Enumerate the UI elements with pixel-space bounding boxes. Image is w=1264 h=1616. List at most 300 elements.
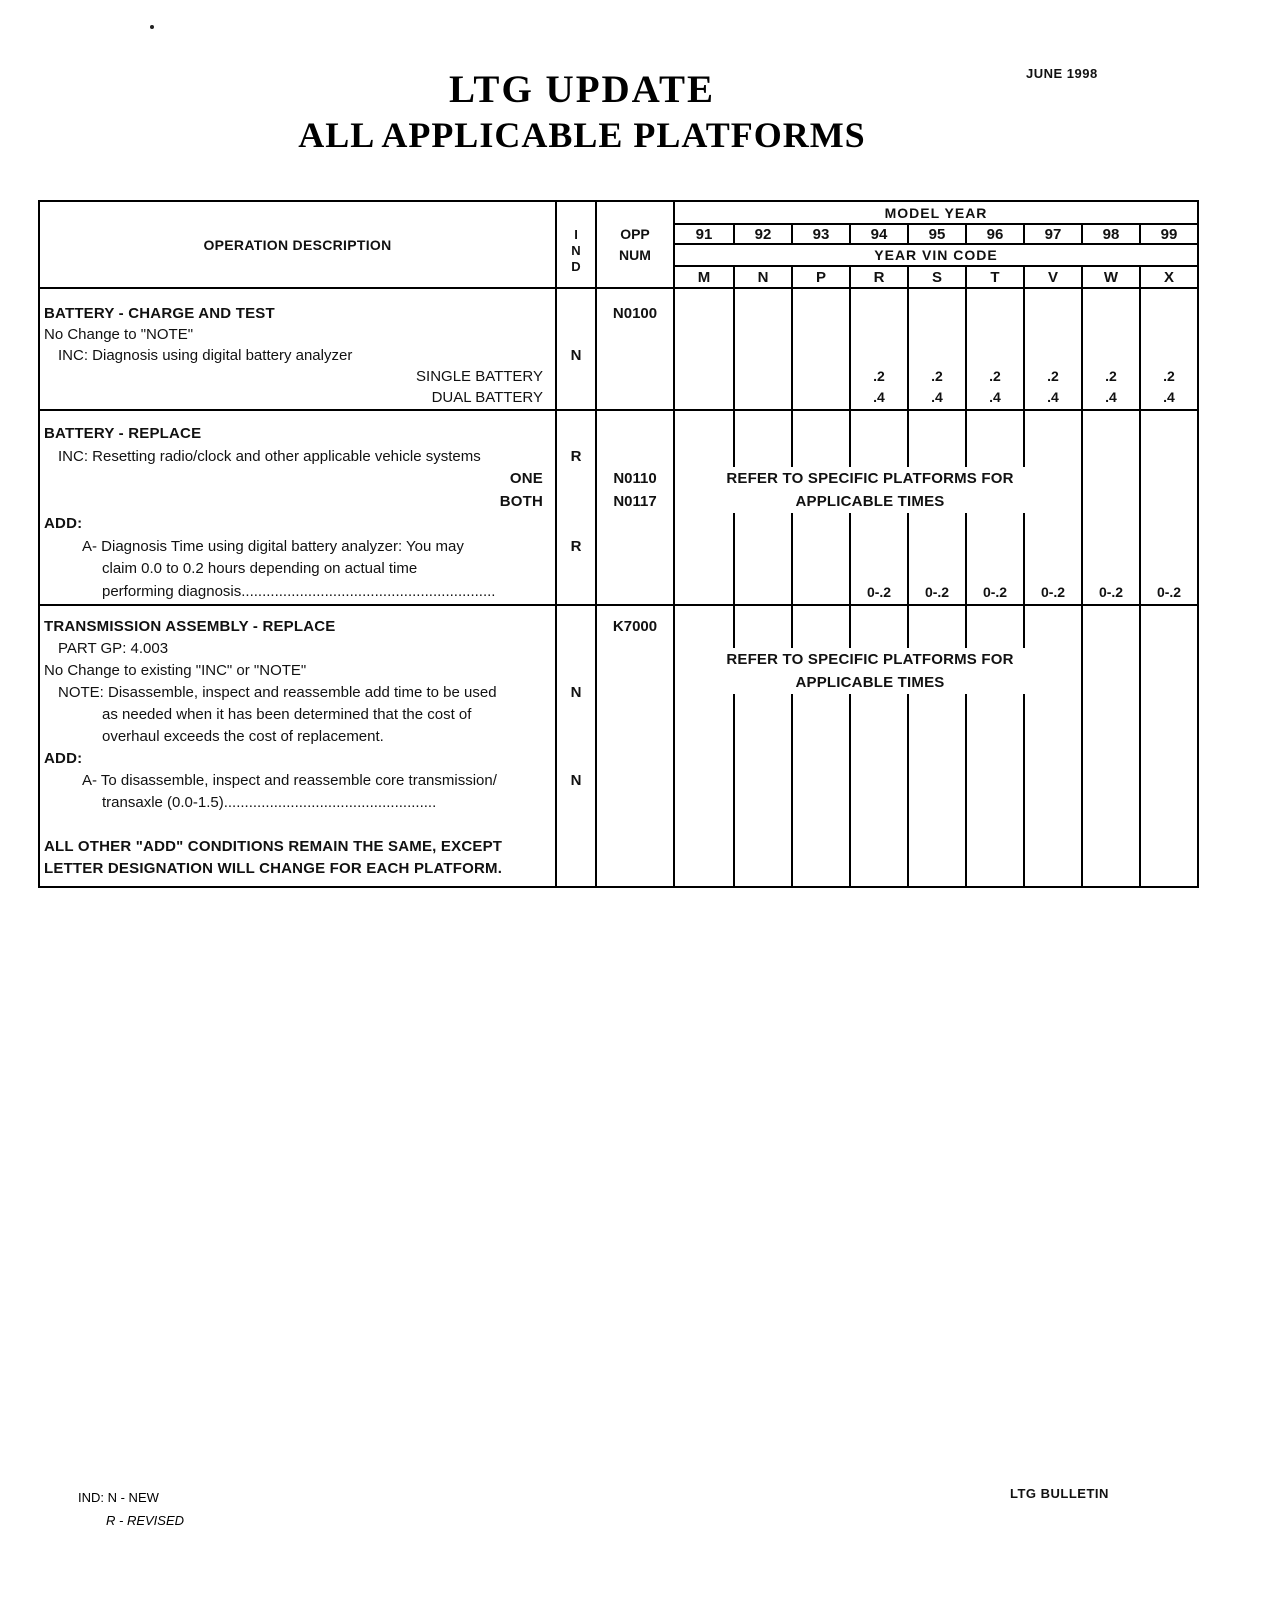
scan-artifact-dot — [150, 25, 154, 29]
time-value — [967, 513, 1023, 536]
opp-num-cell — [597, 289, 675, 409]
year-header-93: 93 — [791, 225, 849, 243]
time-value — [1083, 513, 1139, 536]
vin-code-header-M: M — [697, 268, 711, 286]
time-value — [675, 581, 733, 604]
time-value — [909, 536, 965, 559]
bulletin-label: LTG BULLETIN — [1010, 1486, 1109, 1501]
time-value — [967, 423, 1023, 446]
time-value — [793, 748, 849, 770]
ind-letter: I — [574, 226, 578, 242]
time-value — [1083, 814, 1139, 836]
ind-mark — [557, 468, 595, 491]
time-value — [851, 704, 907, 726]
ind-mark — [557, 616, 595, 638]
time-value — [1083, 303, 1139, 324]
time-value — [1083, 423, 1139, 446]
opp-num-cell — [597, 411, 675, 604]
time-value — [1141, 536, 1197, 559]
time-value — [1025, 423, 1081, 446]
time-value — [851, 770, 907, 792]
ind-mark — [557, 704, 595, 726]
year-cell-99 — [1139, 289, 1197, 409]
opp-num-value — [597, 836, 673, 858]
year-header-97: 97 — [1023, 225, 1081, 243]
operation-row-0 — [40, 289, 1197, 411]
time-value — [793, 446, 849, 469]
ind-mark — [557, 858, 595, 880]
description-line: No Change to "NOTE" — [44, 326, 194, 343]
time-value — [675, 814, 733, 836]
model-year-label: MODEL YEAR — [675, 202, 1197, 225]
time-value — [967, 770, 1023, 792]
time-value — [735, 536, 791, 559]
ind-cell — [557, 289, 597, 409]
time-value — [967, 748, 1023, 770]
time-value — [735, 387, 791, 408]
time-value — [675, 558, 733, 581]
ind-mark — [557, 836, 595, 858]
description-line: ONE — [509, 470, 543, 487]
time-value — [1141, 303, 1197, 324]
ind-mark — [557, 324, 595, 345]
time-value — [967, 558, 1023, 581]
time-value — [1025, 814, 1081, 836]
time-value — [675, 616, 733, 638]
description-line: NOTE: Disassemble, inspect and reassemble add time to be used — [58, 684, 497, 701]
time-value — [735, 770, 791, 792]
ind-mark: N — [570, 684, 582, 701]
year-header-94: 94 — [849, 225, 907, 243]
time-value — [909, 770, 965, 792]
time-value — [675, 345, 733, 366]
ind-mark: N — [570, 347, 582, 364]
time-value — [1141, 468, 1197, 491]
opp-num-value: N0100 — [612, 305, 658, 322]
time-value — [909, 814, 965, 836]
time-value — [1025, 704, 1081, 726]
time-value — [967, 345, 1023, 366]
time-value — [1141, 682, 1197, 704]
time-value — [1141, 814, 1197, 836]
time-value: 0-.2 — [982, 583, 1008, 600]
time-value — [793, 770, 849, 792]
year-cell-93 — [791, 289, 849, 409]
ind-mark — [557, 491, 595, 514]
time-value — [909, 303, 965, 324]
time-value — [909, 858, 965, 880]
operation-description-cell — [40, 606, 557, 886]
opp-num-value — [597, 536, 673, 559]
year-cell-91 — [675, 289, 733, 409]
time-value — [909, 748, 965, 770]
time-value — [1141, 446, 1197, 469]
time-value — [675, 387, 733, 408]
year-header-98: 98 — [1081, 225, 1139, 243]
time-value — [1141, 726, 1197, 748]
ind-cell — [557, 411, 597, 604]
time-value: .2 — [1163, 368, 1175, 384]
opp-num-value — [597, 814, 673, 836]
opp-num-value — [597, 366, 673, 387]
description-line: BATTERY - CHARGE AND TEST — [44, 305, 275, 322]
time-value — [1141, 836, 1197, 858]
time-value — [793, 726, 849, 748]
time-value — [851, 324, 907, 345]
refer-note-line: APPLICABLE TIMES — [795, 493, 945, 510]
time-value — [851, 558, 907, 581]
time-value — [675, 513, 733, 536]
time-value — [675, 770, 733, 792]
time-value — [909, 704, 965, 726]
ind-mark: R — [570, 537, 582, 555]
time-value — [1083, 536, 1139, 559]
description-line: SINGLE BATTERY — [416, 368, 543, 385]
time-value — [793, 581, 849, 604]
time-value — [967, 303, 1023, 324]
time-value — [735, 814, 791, 836]
time-value — [1083, 682, 1139, 704]
time-value — [735, 345, 791, 366]
time-value: .4 — [989, 389, 1001, 405]
opp-num-value — [597, 704, 673, 726]
opp-num-value: N0110 — [613, 470, 657, 487]
opp-num-value — [597, 792, 673, 814]
time-value: .2 — [931, 368, 943, 384]
time-value — [1083, 836, 1139, 858]
time-value — [909, 726, 965, 748]
description-line: INC: Resetting radio/clock and other applicable vehicle systems — [58, 447, 481, 465]
vin-code-header-S: S — [907, 267, 965, 287]
opp-num-value: N0117 — [613, 492, 657, 510]
time-value — [675, 748, 733, 770]
ind-mark — [557, 423, 595, 446]
page-title: LTG UPDATE — [449, 68, 715, 111]
time-value — [793, 616, 849, 638]
page-subtitle: ALL APPLICABLE PLATFORMS — [298, 115, 866, 155]
time-value — [967, 446, 1023, 469]
opp-num-value — [597, 446, 673, 469]
year-cell-99 — [1139, 411, 1197, 604]
time-value — [1083, 792, 1139, 814]
ind-mark — [557, 513, 595, 536]
time-value — [675, 858, 733, 880]
refer-note-line: REFER TO SPECIFIC PLATFORMS FOR — [726, 470, 1014, 487]
time-value — [1025, 324, 1081, 345]
time-value — [1025, 726, 1081, 748]
time-value — [793, 345, 849, 366]
time-value — [675, 446, 733, 469]
time-value — [1141, 704, 1197, 726]
ind-mark — [557, 638, 595, 660]
description-line: ALL OTHER "ADD" CONDITIONS REMAIN THE SAME, EXCEPT — [44, 838, 503, 855]
year-cell-96 — [965, 289, 1023, 409]
vin-codes-row — [675, 267, 1197, 287]
time-value — [909, 558, 965, 581]
time-value — [1141, 858, 1197, 880]
time-value — [1141, 660, 1197, 682]
time-value — [1025, 616, 1081, 638]
time-value — [735, 423, 791, 446]
time-value: .4 — [931, 389, 943, 405]
time-value — [735, 446, 791, 469]
year-header-92: 92 — [733, 225, 791, 243]
ind-mark — [557, 726, 595, 748]
time-value — [675, 303, 733, 324]
time-value — [967, 704, 1023, 726]
ind-mark — [557, 748, 595, 770]
year-cell-99 — [1139, 606, 1197, 886]
time-value — [1083, 726, 1139, 748]
time-value — [1025, 770, 1081, 792]
year-cell-95 — [907, 289, 965, 409]
year-cell-98 — [1081, 606, 1139, 886]
opp-num-value — [597, 581, 673, 604]
ind-letter: D — [571, 258, 581, 274]
time-value — [967, 726, 1023, 748]
time-value: .2 — [989, 368, 1001, 384]
opp-num-value — [597, 638, 673, 660]
time-value — [793, 792, 849, 814]
time-value — [735, 726, 791, 748]
ind-legend — [78, 1486, 184, 1532]
table-body — [40, 289, 1197, 886]
time-value — [1025, 748, 1081, 770]
operation-row-1 — [40, 411, 1197, 606]
time-value — [735, 836, 791, 858]
time-value — [675, 704, 733, 726]
time-value — [1083, 491, 1139, 514]
time-value — [851, 726, 907, 748]
opp-num-word: NUM — [619, 246, 651, 263]
time-value — [1083, 446, 1139, 469]
description-line: overhaul exceeds the cost of replacement. — [102, 728, 384, 745]
time-value: .4 — [1163, 389, 1175, 405]
time-value — [735, 616, 791, 638]
ind-mark — [557, 814, 595, 836]
operation-description-cell — [40, 411, 557, 604]
time-value — [851, 616, 907, 638]
ind-mark — [557, 792, 595, 814]
time-value — [735, 792, 791, 814]
table-header — [40, 202, 1197, 289]
time-value — [1083, 638, 1139, 660]
time-value — [1141, 491, 1197, 514]
ind-mark — [557, 558, 595, 581]
year-header-99: 99 — [1139, 225, 1197, 243]
ind-mark — [557, 581, 595, 604]
year-cell-98 — [1081, 289, 1139, 409]
description-line: claim 0.0 to 0.2 hours depending on actual time — [102, 560, 418, 577]
time-value — [967, 814, 1023, 836]
time-value — [1141, 770, 1197, 792]
time-value — [851, 345, 907, 366]
time-value — [675, 423, 733, 446]
time-value — [1141, 513, 1197, 536]
time-value — [967, 536, 1023, 559]
refer-note — [680, 648, 1060, 694]
vin-code-header-T: T — [965, 267, 1023, 287]
time-value: .2 — [1047, 368, 1059, 384]
time-value — [1141, 638, 1197, 660]
opp-num-value — [597, 770, 673, 792]
ind-mark: N — [570, 772, 582, 789]
time-value — [675, 836, 733, 858]
time-value — [735, 581, 791, 604]
description-line — [40, 814, 555, 836]
description-line: INC: Diagnosis using digital battery analyzer — [58, 347, 353, 364]
time-value — [1083, 704, 1139, 726]
time-value — [851, 792, 907, 814]
time-value — [675, 536, 733, 559]
time-value: .4 — [873, 389, 885, 405]
time-value — [1141, 748, 1197, 770]
time-value: .2 — [1105, 368, 1117, 384]
year-header-95: 95 — [907, 225, 965, 243]
refer-note — [680, 467, 1060, 513]
refer-note-line: APPLICABLE TIMES — [795, 674, 945, 691]
time-value: .2 — [873, 368, 885, 384]
time-value — [851, 513, 907, 536]
time-value — [793, 814, 849, 836]
time-value — [967, 836, 1023, 858]
time-value — [909, 836, 965, 858]
year-vin-code-label: YEAR VIN CODE — [675, 245, 1197, 267]
time-value — [1141, 324, 1197, 345]
description-line: LETTER DESIGNATION WILL CHANGE FOR EACH PLATFORM. — [44, 860, 503, 877]
time-value — [793, 704, 849, 726]
year-header-91: 91 — [695, 225, 713, 243]
time-value — [1025, 345, 1081, 366]
description-line: BOTH — [499, 492, 543, 510]
refer-note-line: REFER TO SPECIFIC PLATFORMS FOR — [726, 651, 1014, 668]
description-line: as needed when it has been determined that the cost of — [102, 706, 472, 723]
time-value — [967, 324, 1023, 345]
year-header-96: 96 — [965, 225, 1023, 243]
time-value — [675, 366, 733, 387]
time-value — [1141, 558, 1197, 581]
vin-code-header-W: W — [1081, 267, 1139, 287]
date-label: JUNE 1998 — [1026, 66, 1098, 81]
time-value — [793, 387, 849, 408]
time-value — [793, 366, 849, 387]
time-value — [909, 423, 965, 446]
ind-mark: R — [570, 447, 582, 465]
opp-num-value: K7000 — [612, 618, 658, 635]
time-value — [793, 858, 849, 880]
time-value — [851, 814, 907, 836]
time-value — [967, 792, 1023, 814]
time-value — [675, 726, 733, 748]
ind-letter: N — [571, 242, 581, 258]
time-value: 0-.2 — [866, 583, 892, 600]
time-value — [909, 446, 965, 469]
time-value — [1025, 446, 1081, 469]
ind-cell — [557, 606, 597, 886]
opp-num-cell — [597, 606, 675, 886]
vin-code-header-R: R — [849, 267, 907, 287]
time-value — [1141, 423, 1197, 446]
time-value — [851, 858, 907, 880]
time-value — [1083, 616, 1139, 638]
time-value — [735, 558, 791, 581]
opp-num-value — [597, 513, 673, 536]
year-cell-94 — [849, 289, 907, 409]
vin-code-header-N: N — [733, 267, 791, 287]
col-header-ind — [557, 202, 597, 287]
time-value — [851, 423, 907, 446]
time-value — [735, 858, 791, 880]
vin-code-header-P: P — [791, 267, 849, 287]
ind-mark — [557, 387, 595, 408]
year-cell-97 — [1023, 289, 1081, 409]
opp-num-value — [597, 387, 673, 408]
opp-num-value — [597, 682, 673, 704]
description-line: A- Diagnosis Time using digital battery analyzer: You may — [82, 537, 464, 555]
time-value — [1025, 303, 1081, 324]
year-cell-98 — [1081, 411, 1139, 604]
opp-num-value — [597, 345, 673, 366]
time-value — [793, 423, 849, 446]
time-value — [1083, 660, 1139, 682]
time-value — [735, 704, 791, 726]
opp-num-value — [597, 726, 673, 748]
time-value — [967, 616, 1023, 638]
time-value — [851, 748, 907, 770]
time-value — [1141, 616, 1197, 638]
time-value — [793, 303, 849, 324]
time-value — [1083, 324, 1139, 345]
time-value: .4 — [1105, 389, 1117, 405]
years-row — [675, 225, 1197, 245]
col-header-opp-num — [597, 202, 675, 287]
ind-legend-revised: R - REVISED — [106, 1513, 185, 1528]
time-value — [851, 836, 907, 858]
time-value: 0-.2 — [1098, 583, 1124, 600]
description-line: TRANSMISSION ASSEMBLY - REPLACE — [44, 618, 336, 635]
time-value — [793, 836, 849, 858]
time-value — [793, 513, 849, 536]
time-value — [967, 858, 1023, 880]
time-value — [1025, 536, 1081, 559]
time-value — [675, 792, 733, 814]
time-value — [793, 324, 849, 345]
opp-num-value — [597, 423, 673, 446]
time-value: 0-.2 — [924, 583, 950, 600]
time-value — [909, 324, 965, 345]
time-value — [1083, 858, 1139, 880]
operations-table — [38, 200, 1199, 888]
time-value — [909, 345, 965, 366]
opp-num-value — [597, 558, 673, 581]
time-value — [735, 303, 791, 324]
opp-num-value — [597, 324, 673, 345]
time-value — [1083, 468, 1139, 491]
time-value — [735, 513, 791, 536]
col-header-model-year-block — [675, 202, 1197, 287]
time-value: 0-.2 — [1040, 583, 1066, 600]
operation-row-2 — [40, 606, 1197, 886]
time-value: .4 — [1047, 389, 1059, 405]
description-line: A- To disassemble, inspect and reassemble core transmission/ — [82, 772, 497, 789]
time-value — [909, 792, 965, 814]
time-value — [1083, 345, 1139, 366]
time-value — [735, 748, 791, 770]
operation-description-cell — [40, 289, 557, 409]
vin-code-header-V: V — [1023, 267, 1081, 287]
description-line: performing diagnosis............................................................. — [102, 582, 496, 600]
time-value — [909, 616, 965, 638]
